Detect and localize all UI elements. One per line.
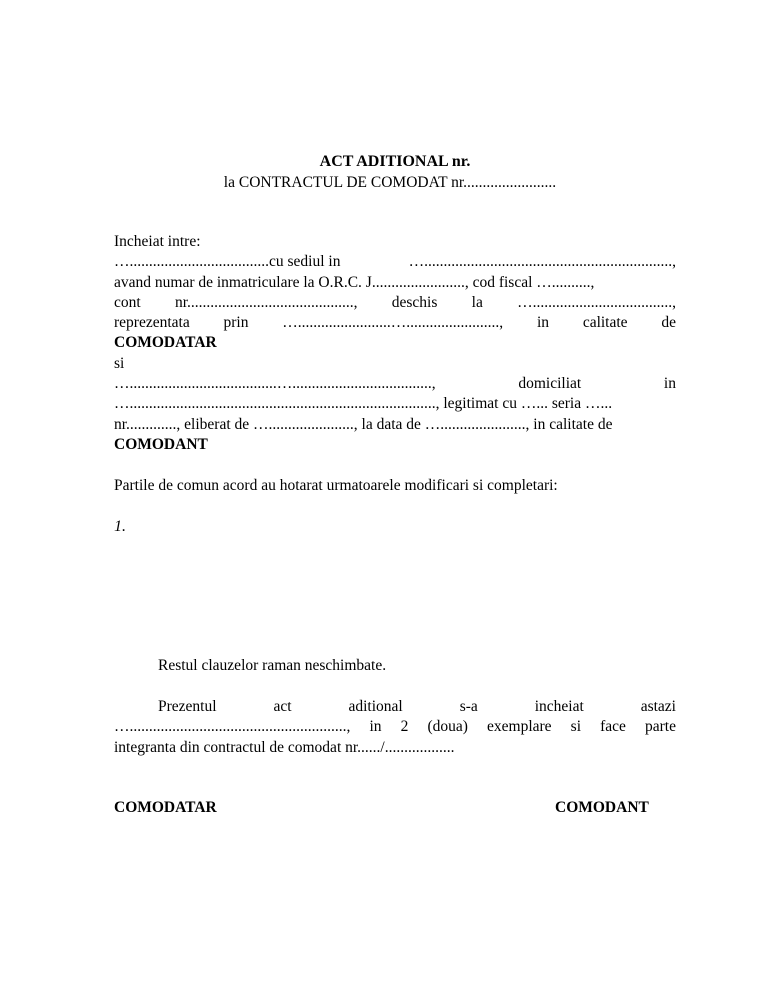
comodatar-line-3: cont nr..........................................., deschis la …....................................,: [114, 293, 676, 311]
closing-line-1: Prezentul act aditional s-a incheiat astazi: [158, 698, 676, 715]
comodatar-line-4: reprezentata prin …........................…........................, in calitate de: [114, 314, 676, 332]
parties-section: [114, 232, 676, 455]
signature-comodatar: COMODATAR: [114, 799, 217, 816]
comodant-role: COMODANT: [114, 435, 208, 453]
document-title: ACT ADITIONAL nr.: [319, 153, 471, 170]
agreement-section: [114, 476, 676, 496]
and-conjunction: si: [114, 354, 125, 372]
closing-paragraph: [114, 697, 676, 758]
agreement-text: Partile de comun acord au hotarat urmatoarele modificari si completari:: [114, 477, 558, 494]
comodant-line-3: nr............., eliberat de …......................, la data de …......................, in calitate de: [114, 415, 613, 433]
closing-line-2: …........................................................, in 2 (doua) exemplare si face parte: [114, 718, 676, 736]
comodatar-line-2: avand numar de inmatriculare la O.R.C. J........................, cod fiscal …..........,: [114, 273, 595, 291]
document-subtitle: la CONTRACTUL DE COMODAT nr........................: [223, 174, 557, 191]
agreement-item-1: 1.: [114, 518, 126, 535]
parties-intro: Incheiat intre:: [114, 233, 201, 250]
comodatar-role: COMODATAR: [114, 334, 217, 352]
comodant-line-1: …......................................…...................................., domiciliat in: [114, 375, 676, 393]
remaining-clauses: Restul clauzelor raman neschimbate.: [158, 657, 387, 674]
closing-line-3: integranta din contractul de comodat nr....../..................: [114, 738, 455, 756]
comodant-line-2: …..............................................................................., legitimat cu …... seria …...: [114, 395, 613, 413]
signature-comodant: COMODANT: [555, 799, 649, 816]
comodatar-line-1: …....................................cu sediul in …................................................................,: [114, 253, 676, 271]
